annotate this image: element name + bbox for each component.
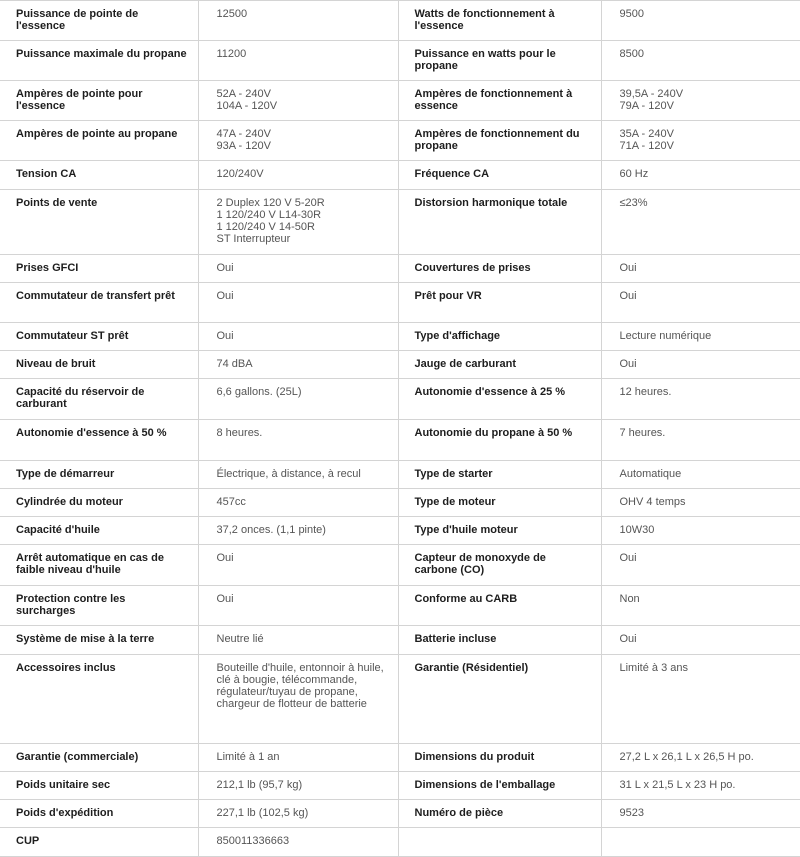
spec-label: Fréquence CA	[398, 161, 601, 190]
spec-label: Jauge de carburant	[398, 351, 601, 379]
spec-label: Commutateur ST prêt	[0, 323, 198, 351]
spec-row	[0, 351, 800, 379]
spec-label: Tension CA	[0, 161, 198, 190]
spec-value: 35A - 240V 71A - 120V	[601, 121, 800, 161]
spec-value: ≤23%	[601, 190, 800, 255]
spec-label: Puissance en watts pour le propane	[398, 41, 601, 81]
spec-value: 457cc	[198, 489, 398, 517]
spec-row	[0, 655, 800, 744]
spec-label: Conforme au CARB	[398, 586, 601, 626]
spec-value: Oui	[198, 586, 398, 626]
spec-row	[0, 772, 800, 800]
spec-label: Dimensions de l'emballage	[398, 772, 601, 800]
spec-row	[0, 161, 800, 190]
spec-value: 850011336663	[198, 828, 398, 857]
spec-value	[601, 828, 800, 857]
spec-row	[0, 190, 800, 255]
spec-value: 227,1 lb (102,5 kg)	[198, 800, 398, 828]
spec-label: Poids unitaire sec	[0, 772, 198, 800]
spec-row	[0, 828, 800, 857]
spec-label: Cylindrée du moteur	[0, 489, 198, 517]
spec-value: 8500	[601, 41, 800, 81]
spec-label: Ampères de pointe au propane	[0, 121, 198, 161]
spec-label: CUP	[0, 828, 198, 857]
spec-value: 60 Hz	[601, 161, 800, 190]
spec-value: Limité à 1 an	[198, 744, 398, 772]
spec-value: Oui	[601, 351, 800, 379]
spec-value: Oui	[601, 283, 800, 323]
spec-label: Ampères de pointe pour l'essence	[0, 81, 198, 121]
spec-value: OHV 4 temps	[601, 489, 800, 517]
spec-label: Commutateur de transfert prêt	[0, 283, 198, 323]
spec-value: 9523	[601, 800, 800, 828]
spec-value: 12 heures.	[601, 379, 800, 420]
spec-label: Autonomie d'essence à 25 %	[398, 379, 601, 420]
spec-value: Bouteille d'huile, entonnoir à huile, clé à bougie, télécommande, régulateur/tuyau de propane, chargeur de flotteur de batterie	[198, 655, 398, 744]
spec-row	[0, 489, 800, 517]
spec-label: Prêt pour VR	[398, 283, 601, 323]
spec-label: Dimensions du produit	[398, 744, 601, 772]
spec-value: 27,2 L x 26,1 L x 26,5 H po.	[601, 744, 800, 772]
spec-value: 39,5A - 240V 79A - 120V	[601, 81, 800, 121]
spec-value: Non	[601, 586, 800, 626]
spec-label: Prises GFCI	[0, 255, 198, 283]
spec-value: Oui	[198, 255, 398, 283]
spec-label: Accessoires inclus	[0, 655, 198, 744]
spec-label: Puissance de pointe de l'essence	[0, 1, 198, 41]
spec-label: Niveau de bruit	[0, 351, 198, 379]
spec-row	[0, 545, 800, 586]
spec-row	[0, 626, 800, 655]
spec-label: Ampères de fonctionnement du propane	[398, 121, 601, 161]
spec-value: Électrique, à distance, à recul	[198, 461, 398, 489]
spec-row	[0, 800, 800, 828]
spec-value: 9500	[601, 1, 800, 41]
spec-value: Limité à 3 ans	[601, 655, 800, 744]
spec-row	[0, 323, 800, 351]
spec-label: Autonomie du propane à 50 %	[398, 420, 601, 461]
spec-label: Type d'huile moteur	[398, 517, 601, 545]
spec-value: 2 Duplex 120 V 5-20R 1 120/240 V L14-30R 1 120/240 V 14-50R ST Interrupteur	[198, 190, 398, 255]
spec-label: Batterie incluse	[398, 626, 601, 655]
spec-label: Type d'affichage	[398, 323, 601, 351]
spec-label: Capacité d'huile	[0, 517, 198, 545]
spec-value: Oui	[601, 626, 800, 655]
spec-label: Protection contre les surcharges	[0, 586, 198, 626]
spec-label: Type de démarreur	[0, 461, 198, 489]
spec-value: Oui	[198, 323, 398, 351]
spec-row	[0, 517, 800, 545]
spec-value: 31 L x 21,5 L x 23 H po.	[601, 772, 800, 800]
spec-value: Oui	[601, 255, 800, 283]
spec-row	[0, 1, 800, 41]
spec-row	[0, 41, 800, 81]
spec-value: Oui	[198, 545, 398, 586]
spec-value: Automatique	[601, 461, 800, 489]
spec-value: 52A - 240V 104A - 120V	[198, 81, 398, 121]
spec-row	[0, 81, 800, 121]
spec-label: Garantie (Résidentiel)	[398, 655, 601, 744]
spec-value: 12500	[198, 1, 398, 41]
spec-label: Puissance maximale du propane	[0, 41, 198, 81]
spec-row	[0, 461, 800, 489]
spec-label: Numéro de pièce	[398, 800, 601, 828]
spec-value: 8 heures.	[198, 420, 398, 461]
spec-table-body	[0, 1, 800, 857]
spec-value: 7 heures.	[601, 420, 800, 461]
spec-row	[0, 283, 800, 323]
spec-label: Capteur de monoxyde de carbone (CO)	[398, 545, 601, 586]
spec-label: Type de starter	[398, 461, 601, 489]
spec-value: Lecture numérique	[601, 323, 800, 351]
spec-label: Capacité du réservoir de carburant	[0, 379, 198, 420]
spec-value: 6,6 gallons. (25L)	[198, 379, 398, 420]
spec-label: Points de vente	[0, 190, 198, 255]
spec-value: 212,1 lb (95,7 kg)	[198, 772, 398, 800]
spec-value: 11200	[198, 41, 398, 81]
spec-label: Autonomie d'essence à 50 %	[0, 420, 198, 461]
spec-label: Arrêt automatique en cas de faible niveau d'huile	[0, 545, 198, 586]
spec-row	[0, 744, 800, 772]
spec-label	[398, 828, 601, 857]
spec-value: Oui	[198, 283, 398, 323]
spec-value: Oui	[601, 545, 800, 586]
spec-row	[0, 586, 800, 626]
spec-label: Type de moteur	[398, 489, 601, 517]
spec-value: 10W30	[601, 517, 800, 545]
spec-label: Garantie (commerciale)	[0, 744, 198, 772]
spec-row	[0, 379, 800, 420]
spec-label: Poids d'expédition	[0, 800, 198, 828]
spec-row	[0, 420, 800, 461]
spec-row	[0, 255, 800, 283]
spec-label: Distorsion harmonique totale	[398, 190, 601, 255]
spec-label: Couvertures de prises	[398, 255, 601, 283]
spec-value: Neutre lié	[198, 626, 398, 655]
spec-row	[0, 121, 800, 161]
spec-label: Watts de fonctionnement à l'essence	[398, 1, 601, 41]
spec-value: 74 dBA	[198, 351, 398, 379]
spec-label: Ampères de fonctionnement à essence	[398, 81, 601, 121]
spec-value: 120/240V	[198, 161, 398, 190]
spec-label: Système de mise à la terre	[0, 626, 198, 655]
spec-value: 37,2 onces. (1,1 pinte)	[198, 517, 398, 545]
spec-value: 47A - 240V 93A - 120V	[198, 121, 398, 161]
